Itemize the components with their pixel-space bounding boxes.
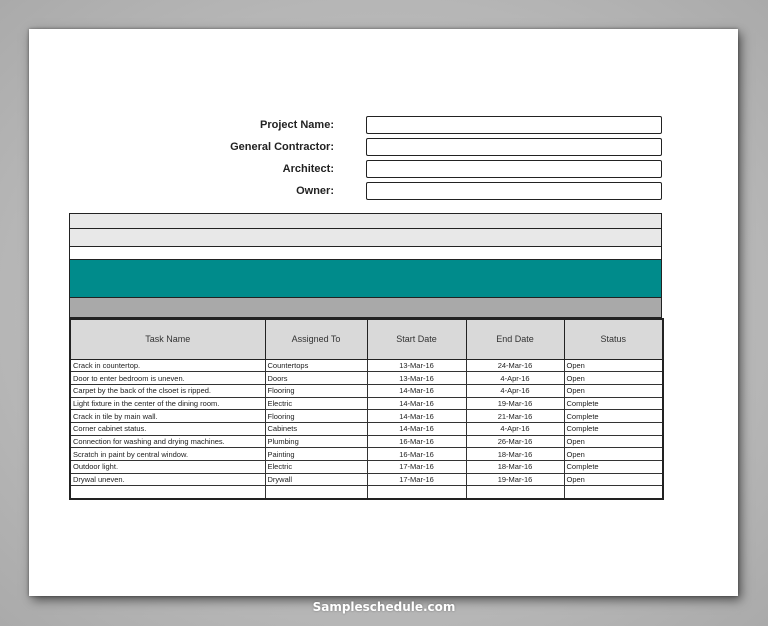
table-row xyxy=(70,372,663,385)
owner-label: Owner: xyxy=(296,185,334,197)
general-contractor-label: General Contractor: xyxy=(230,141,334,153)
end-date-cell[interactable] xyxy=(466,486,564,499)
status-cell[interactable]: Complete xyxy=(564,422,663,435)
task-cell[interactable]: Connection for washing and drying machines. xyxy=(70,435,265,448)
task-table xyxy=(69,318,664,500)
form-row-general-contractor xyxy=(29,138,738,156)
project-name-field[interactable] xyxy=(366,116,662,134)
task-cell[interactable]: Carpet by the back of the clsoet is ripped. xyxy=(70,384,265,397)
start-date-cell[interactable]: 16-Mar-16 xyxy=(367,448,466,461)
band-white[interactable] xyxy=(69,247,662,260)
start-date-cell[interactable] xyxy=(367,486,466,499)
task-cell[interactable]: Corner cabinet status. xyxy=(70,422,265,435)
table-row xyxy=(70,422,663,435)
status-cell[interactable]: Open xyxy=(564,372,663,385)
assigned-cell[interactable]: Electric xyxy=(265,461,367,474)
table-row xyxy=(70,473,663,486)
assigned-cell[interactable]: Plumbing xyxy=(265,435,367,448)
task-cell[interactable]: Scratch in paint by central window. xyxy=(70,448,265,461)
assigned-cell[interactable]: Countertops xyxy=(265,359,367,372)
table-row xyxy=(70,410,663,423)
task-cell[interactable]: Crack in countertop. xyxy=(70,359,265,372)
assigned-cell[interactable]: Doors xyxy=(265,372,367,385)
end-date-cell[interactable]: 19-Mar-16 xyxy=(466,397,564,410)
end-date-cell[interactable]: 18-Mar-16 xyxy=(466,448,564,461)
task-cell[interactable]: Light fixture in the center of the dining room. xyxy=(70,397,265,410)
band-teal-title[interactable] xyxy=(69,260,662,298)
table-header-row xyxy=(70,319,663,359)
task-cell[interactable]: Crack in tile by main wall. xyxy=(70,410,265,423)
end-date-cell[interactable]: 18-Mar-16 xyxy=(466,461,564,474)
status-cell[interactable] xyxy=(564,486,663,499)
assigned-cell[interactable]: Flooring xyxy=(265,384,367,397)
header-assigned-to: Assigned To xyxy=(265,319,367,359)
task-cell[interactable]: Door to enter bedroom is uneven. xyxy=(70,372,265,385)
start-date-cell[interactable]: 14-Mar-16 xyxy=(367,384,466,397)
architect-field[interactable] xyxy=(366,160,662,178)
end-date-cell[interactable]: 26-Mar-16 xyxy=(466,435,564,448)
start-date-cell[interactable]: 14-Mar-16 xyxy=(367,397,466,410)
header-bands xyxy=(69,213,662,318)
start-date-cell[interactable]: 13-Mar-16 xyxy=(367,372,466,385)
task-cell[interactable]: Outdoor light. xyxy=(70,461,265,474)
assigned-cell[interactable] xyxy=(265,486,367,499)
general-contractor-field[interactable] xyxy=(366,138,662,156)
band-light-2[interactable] xyxy=(69,229,662,247)
header-start-date: Start Date xyxy=(367,319,466,359)
end-date-cell[interactable]: 4-Apr-16 xyxy=(466,372,564,385)
header-end-date: End Date xyxy=(466,319,564,359)
table-row xyxy=(70,384,663,397)
start-date-cell[interactable]: 16-Mar-16 xyxy=(367,435,466,448)
status-cell[interactable]: Complete xyxy=(564,461,663,474)
architect-label: Architect: xyxy=(282,163,334,175)
end-date-cell[interactable]: 19-Mar-16 xyxy=(466,473,564,486)
table-row xyxy=(70,448,663,461)
document-page xyxy=(29,29,738,596)
start-date-cell[interactable]: 14-Mar-16 xyxy=(367,422,466,435)
table-row xyxy=(70,397,663,410)
status-cell[interactable]: Complete xyxy=(564,410,663,423)
start-date-cell[interactable]: 17-Mar-16 xyxy=(367,461,466,474)
end-date-cell[interactable]: 24-Mar-16 xyxy=(466,359,564,372)
watermark-text: Sampleschedule.com xyxy=(312,600,456,614)
end-date-cell[interactable]: 4-Apr-16 xyxy=(466,422,564,435)
header-status: Status xyxy=(564,319,663,359)
status-cell[interactable]: Open xyxy=(564,384,663,397)
assigned-cell[interactable]: Drywall xyxy=(265,473,367,486)
table-row xyxy=(70,435,663,448)
table-row-empty xyxy=(70,486,663,499)
project-name-label: Project Name: xyxy=(260,119,334,131)
header-task-name: Task Name xyxy=(70,319,265,359)
status-cell[interactable]: Complete xyxy=(564,397,663,410)
form-row-architect xyxy=(29,160,738,178)
end-date-cell[interactable]: 4-Apr-16 xyxy=(466,384,564,397)
task-cell[interactable] xyxy=(70,486,265,499)
band-gray-subtitle[interactable] xyxy=(69,298,662,318)
table-row xyxy=(70,359,663,372)
end-date-cell[interactable]: 21-Mar-16 xyxy=(466,410,564,423)
status-cell[interactable]: Open xyxy=(564,359,663,372)
task-cell[interactable]: Drywal uneven. xyxy=(70,473,265,486)
status-cell[interactable]: Open xyxy=(564,448,663,461)
assigned-cell[interactable]: Cabinets xyxy=(265,422,367,435)
assigned-cell[interactable]: Flooring xyxy=(265,410,367,423)
form-row-owner xyxy=(29,182,738,200)
start-date-cell[interactable]: 17-Mar-16 xyxy=(367,473,466,486)
start-date-cell[interactable]: 13-Mar-16 xyxy=(367,359,466,372)
assigned-cell[interactable]: Electric xyxy=(265,397,367,410)
assigned-cell[interactable]: Painting xyxy=(265,448,367,461)
status-cell[interactable]: Open xyxy=(564,435,663,448)
table-row xyxy=(70,461,663,474)
status-cell[interactable]: Open xyxy=(564,473,663,486)
band-light-1[interactable] xyxy=(69,213,662,229)
form-row-project-name xyxy=(29,116,738,134)
owner-field[interactable] xyxy=(366,182,662,200)
start-date-cell[interactable]: 14-Mar-16 xyxy=(367,410,466,423)
